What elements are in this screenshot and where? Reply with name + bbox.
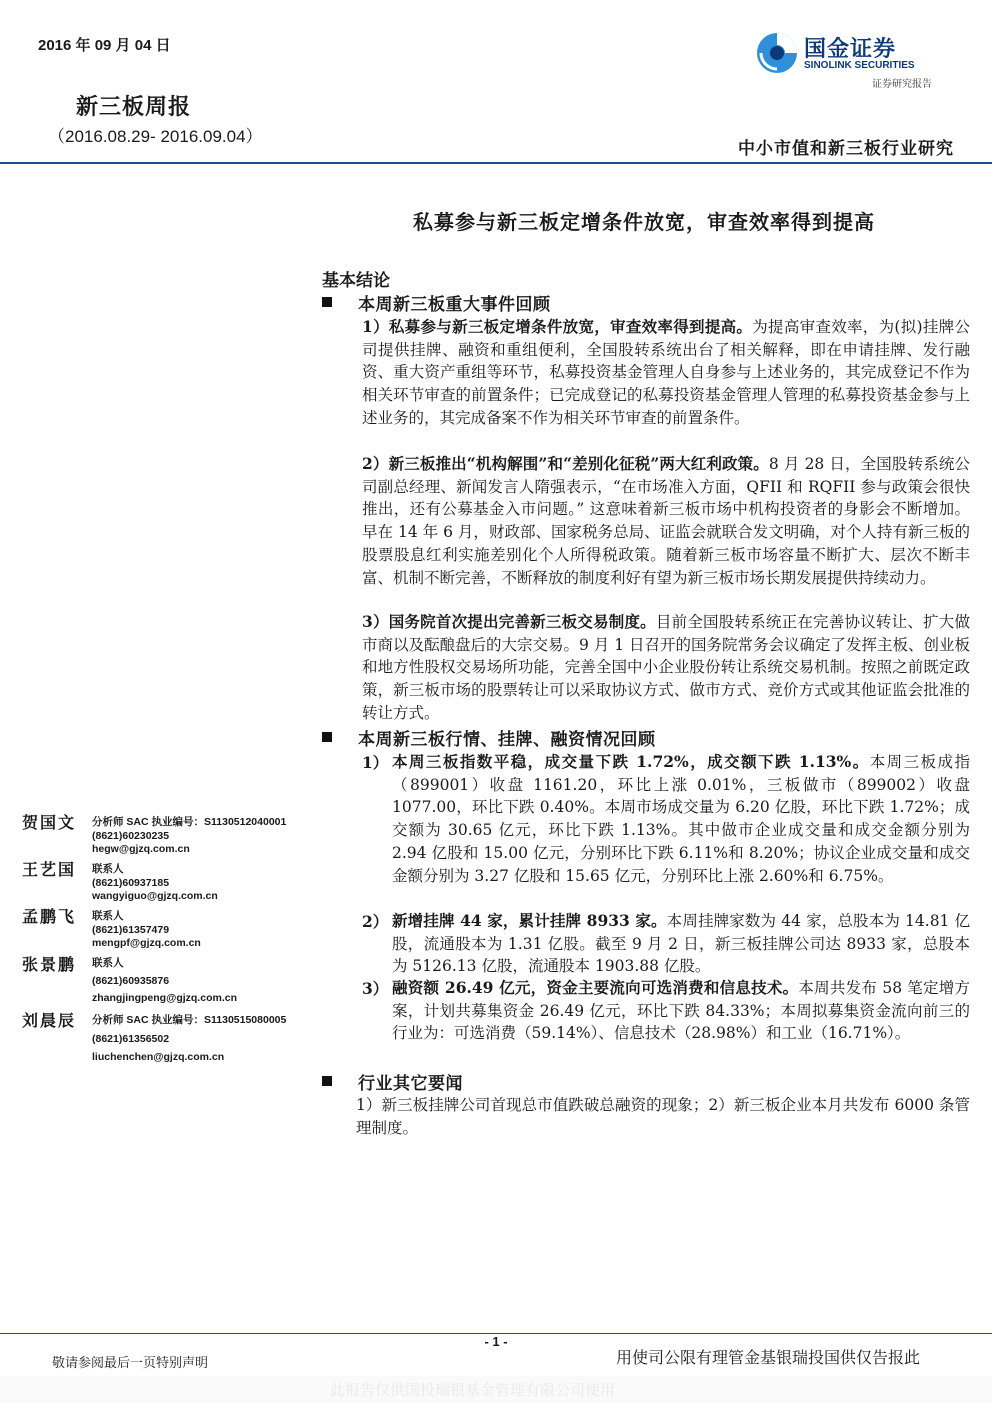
- sinolink-logo-icon: [756, 32, 798, 74]
- market-item: [392, 977, 970, 1045]
- market-body: 本周共发布 58 笔定增方案，计划共募集资金 26.49 亿元，环比下跌 84.33%；本周拟募集资金流向前三的行业为：可选消费（59.14%）、信息技术（28.98%）和工业（16.71%）。: [392, 979, 970, 1043]
- section-title: 本周新三板行情、挂牌、融资情况回顾: [358, 730, 656, 750]
- footer-right-text: 用使司公限有理管金基银瑞投国供仅告报此: [616, 1348, 921, 1367]
- analyst-role: 联系人: [92, 863, 124, 875]
- page-number: - 1 -: [484, 1334, 508, 1349]
- analyst-phone: (8621)60230235: [92, 829, 170, 842]
- analyst-name: 孟鹏飞: [22, 907, 77, 926]
- market-lead: 本周三板指数平稳，成交量下跌 1.72%，成交额下跌 1.13%。: [392, 752, 870, 771]
- analyst-info: [92, 863, 218, 904]
- footer-disclaimer: 敬请参阅最后一页特别声明: [52, 1356, 209, 1371]
- section-bullet: [322, 297, 332, 307]
- company-logo: [756, 30, 956, 90]
- event-item: [362, 316, 970, 430]
- section-bullet: [322, 732, 332, 742]
- analyst-email[interactable]: wangyiguo@gjzq.com.cn: [92, 890, 218, 902]
- analyst-phone: (8621)60937185: [92, 876, 170, 889]
- report-date: 2016 年 09 月 04 日: [38, 37, 171, 54]
- section-title: 行业其它要闻: [358, 1074, 463, 1094]
- analyst-info: [92, 1014, 286, 1065]
- analyst-email[interactable]: mengpf@gjzq.com.cn: [92, 937, 201, 949]
- analyst-name: 王艺国: [22, 860, 77, 879]
- header-divider: [0, 162, 992, 164]
- market-body: 本周三板成指（899001）收盘 1161.20，环比上涨 0.01%，三板做市（899002）收盘 1077.00，环比下跌 0.40%。本周市场成交量为 6.20 亿股，环比下跌 1.72%；成交额为 30.65 亿元，环比下跌 1.13%。其中做市企业成交量和成交金额分别为 2.94 亿股和 15.00 亿元，分别环比下跌 6.11%和 8.20%；协议企业成交量和成交金额分别为 3.27 亿股和 15.65 亿元，分别环比上涨 2.60%和 6.75%。: [392, 753, 970, 885]
- logo-subtitle: 证券研究报告: [872, 79, 932, 90]
- market-item: [392, 751, 970, 887]
- analyst-role: 分析师 SAC 执业编号：S1130515080005: [92, 1014, 287, 1026]
- headline: [0, 206, 992, 235]
- report-title: 新三板周报: [76, 94, 192, 120]
- event-lead: 2）新三板推出“机构解围”和“差别化征税”两大红利政策。: [362, 454, 769, 473]
- analyst-info: [92, 957, 237, 1006]
- item-number: 2）: [362, 912, 389, 931]
- headline-text: 私募参与新三板定增条件放宽，审查效率得到提高: [413, 210, 875, 234]
- analyst-name: 贺国文: [22, 813, 77, 832]
- conclusion-label: 基本结论: [322, 271, 390, 291]
- analyst-info: [92, 910, 201, 951]
- analyst-email[interactable]: liuchenchen@gjzq.com.cn: [92, 1051, 225, 1063]
- watermark: 此报告仅供国投瑞银基金管理有限公司使用: [330, 1381, 616, 1399]
- section-bullet: [322, 1076, 332, 1086]
- market-item: [392, 910, 970, 978]
- analyst-info: [92, 816, 286, 857]
- analyst-phone: (8621)61356502: [92, 1032, 170, 1045]
- event-lead: 3）国务院首次提出完善新三板交易制度。: [362, 612, 656, 631]
- item-number: 3）: [362, 979, 389, 998]
- logo-en-text: SINOLINK SECURITIES: [804, 60, 915, 71]
- event-body: 目前全国股转系统正在完善协议转让、扩大做市商以及酝酿盘后的大宗交易。9 月 1 日召开的国务院常务会议确定了发挥主板、创业板和地方性股权交易场所功能，完善全国中小企业股份转让系统交易机制。按照之前既定政策，新三板市场的股票转让可以采取协议方式、做市方式、竞价方式或其他证监会批准的转让方式。: [362, 613, 971, 722]
- sector-label: 中小市值和新三板行业研究: [738, 139, 954, 159]
- analyst-phone: (8621)60935876: [92, 974, 170, 987]
- analyst-name: 张景鹏: [22, 955, 77, 974]
- analyst-name: 刘晨辰: [22, 1011, 77, 1030]
- market-body: 本周挂牌家数为 44 家，总股本为 14.81 亿股，流通股本为 1.31 亿股。截至 9 月 2 日，新三板挂牌公司达 8933 家，总股本为 5126.13 亿股，流通股本 1903.88 亿股。: [392, 912, 970, 976]
- report-date-range: （2016.08.29- 2016.09.04）: [48, 127, 263, 146]
- event-body: 为提高审查效率，为(拟)挂牌公司提供挂牌、融资和重组便利，全国股转系统出台了相关解释，即在申请挂牌、发行融资、重大资产重组等环节，私募投资基金管理人自身参与上述业务的，其完成登记不作为相关环节审查的前置条件；已完成登记的私募投资基金管理人管理的私募投资基金参与上述业务的，其完成备案不作为相关环节审查的前置条件。: [362, 318, 970, 427]
- market-lead: 新增挂牌 44 家，累计挂牌 8933 家。: [392, 911, 667, 930]
- analyst-role: 联系人: [92, 910, 124, 922]
- event-item: [362, 453, 970, 589]
- item-number: 1）: [362, 753, 389, 772]
- analyst-email[interactable]: hegw@gjzq.com.cn: [92, 843, 190, 855]
- analyst-email[interactable]: zhangjingpeng@gjzq.com.cn: [92, 992, 237, 1004]
- logo-cn-text: 国金证券: [804, 37, 897, 62]
- market-lead: 融资额 26.49 亿元，资金主要流向可选消费和信息技术。: [392, 978, 799, 997]
- event-body: 8 月 28 日，全国股转系统公司副总经理、新闻发言人隋强表示，“在市场准入方面，QFII 和 RQFII 参与政策会很快推出，还有公募基金入市问题。” 这意味着新三板市场中机构投资者的身影会不断增加。早在 14 年 6 月，财政部、国家税务总局、证监会就联合发文明确，对个人持有新三板的股票股息红利实施差别化个人所得税政策。随着新三板市场容量不断扩大、层次不断丰富、机制不断完善，不断释放的制度利好有望为新三板市场长期发展提供持续动力。: [362, 455, 970, 587]
- industry-news: 1）新三板挂牌公司首现总市值跌破总融资的现象；2）新三板企业本月共发布 6000 条管理制度。: [356, 1096, 970, 1137]
- analyst-role: 分析师 SAC 执业编号：S1130512040001: [92, 816, 287, 828]
- event-item: [362, 611, 970, 725]
- analyst-phone: (8621)61357479: [92, 923, 170, 936]
- event-lead: 1）私募参与新三板定增条件放宽，审查效率得到提高。: [362, 317, 753, 336]
- analyst-role: 联系人: [92, 957, 124, 969]
- section-title: 本周新三板重大事件回顾: [358, 295, 551, 315]
